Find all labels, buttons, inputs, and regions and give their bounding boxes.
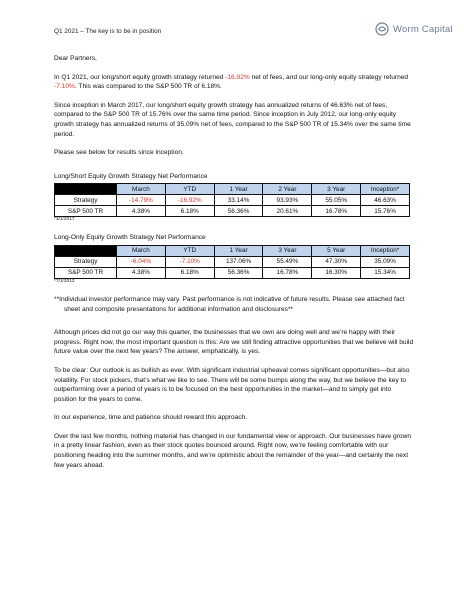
longshort-return-value: -16.92% <box>225 73 250 81</box>
table-cell: 4.38% <box>117 206 166 217</box>
table-header-cell: YTD <box>165 184 214 195</box>
table-header-cell: 2 Year <box>263 184 312 195</box>
worm-logo-icon <box>375 22 389 36</box>
table-cell: -6.04% <box>117 256 166 267</box>
table-header-cell: 1 Year <box>214 245 263 256</box>
table-cell: 55.49% <box>263 256 312 267</box>
row-label: S&P 500 TR <box>55 267 117 278</box>
table-cell: 15.76% <box>361 206 410 217</box>
emphasis-text: future <box>54 348 71 356</box>
table-cell: 15.34% <box>361 267 410 278</box>
table-cell: 4.38% <box>117 267 166 278</box>
table2-title: Long-Only Equity Growth Strategy Net Performance <box>54 234 206 242</box>
table-cell: 6.18% <box>165 206 214 217</box>
paragraph-patience: In our experience, time and patience should reward this approach. <box>54 414 248 422</box>
table-row <box>55 195 410 206</box>
table-header-cell: 5 Year <box>312 245 361 256</box>
table2-footnote: *7/1/2012 <box>54 278 75 284</box>
table-cell: -7.10% <box>165 256 214 267</box>
table-header-cell: YTD <box>165 245 214 256</box>
longshort-performance-table <box>54 183 410 217</box>
table1-title: Long/Short Equity Growth Strategy Net Performance <box>54 172 208 180</box>
table-cell: 16.78% <box>312 206 361 217</box>
paragraph-q1-returns <box>54 73 414 92</box>
paragraph-opportunities <box>54 328 414 357</box>
table-cell: 137.06% <box>214 256 263 267</box>
table-row <box>55 267 410 278</box>
table-cell: 47.30% <box>312 256 361 267</box>
longonly-return-value: -7.10% <box>54 83 75 91</box>
table-corner-cell <box>55 184 117 195</box>
logo-text: Worm Capital <box>393 23 453 35</box>
table-cell: 16.30% <box>312 267 361 278</box>
table-header-cell: 1 Year <box>214 184 263 195</box>
table-header-cell: 3 Year <box>312 184 361 195</box>
table1-footnote: *3/1/2017 <box>54 217 75 223</box>
table-cell: 93.93% <box>263 195 312 206</box>
page-header-title: Q1 2021 – The key is to be in position <box>54 28 162 35</box>
row-label: Strategy <box>55 256 117 267</box>
table-cell: 33.14% <box>214 195 263 206</box>
letter-body <box>54 54 414 479</box>
table-header-cell: Inception* <box>361 184 410 195</box>
table-header-row <box>55 184 410 195</box>
table-header-cell: March <box>117 245 166 256</box>
paragraph-text: . This was compared to the S&P 500 TR of 6.18%. <box>74 83 222 91</box>
table-cell: 6.18% <box>165 267 214 278</box>
row-label: Strategy <box>55 195 117 206</box>
table-cell: 46.63% <box>361 195 410 206</box>
paragraph-text: value over the next few years? The answer, emphatically, is yes. <box>70 348 261 356</box>
table-cell: 56.36% <box>214 267 263 278</box>
table-corner-cell <box>55 245 117 256</box>
paragraph-text: net of fees, and our long-only equity strategy returned <box>249 73 409 81</box>
table-row <box>55 206 410 217</box>
table-cell: -16.92% <box>165 195 214 206</box>
salutation: Dear Partners, <box>54 55 97 62</box>
table-cell: 16.78% <box>263 267 312 278</box>
table-header-cell: Inception* <box>361 245 410 256</box>
table-cell: -14.79% <box>117 195 166 206</box>
paragraph-positioning: Over the last few months, nothing material has changed in our fundamental view or approach. Our businesses have grown in a pretty linear fashion, even as their stock quotes bounced around. Right now, we’re feeling comfortable with our positioning heading into the summer months, and we’re optimistic about the remainder of the year—and certainly the next few years ahead. <box>54 432 411 469</box>
table-cell: 55.05% <box>312 195 361 206</box>
company-logo <box>375 22 453 36</box>
table-header-row <box>55 245 410 256</box>
table-row <box>55 256 410 267</box>
table-cell: 56.36% <box>214 206 263 217</box>
paragraph-outlook: To be clear: Our outlook is as bullish as ever. With significant industrial upheaval comes significant opportunities—but also volatility. For stock pickers, that’s what we like to see. There will be some bumps along the way, but we believe the key to outperforming over a period of years is to be focused on the best opportunities in the market—and to simply get into position for the years to come. <box>54 366 410 403</box>
longonly-performance-table <box>54 245 410 279</box>
table-cell: 20.61% <box>263 206 312 217</box>
table-cell: 35.09% <box>361 256 410 267</box>
paragraph-text: In Q1 2021, our long/short equity growth strategy returned <box>54 73 226 81</box>
paragraph-results-intro: Please see below for results since inception. <box>54 149 184 157</box>
row-label: S&P 500 TR <box>55 206 117 217</box>
paragraph-text: Although prices did not go our way this quarter, the businesses that we own are doing well and we’re happy with their progress. Right now, the most important question is this: Are we still finding attractive opportunities that we believe will build <box>54 329 414 346</box>
paragraph-inception: Since inception in March 2017, our long/short equity growth strategy has annualized returns of 46.63% net of fees, compared to the S&P 500 TR of 15.76% over the same time period. Since inception in July 2012, our long-only equity growth strategy has annualized returns of 35.09% net of fees, compared to the S&P 500 TR of 15.34% over the same time period. <box>54 101 411 138</box>
table-header-cell: March <box>117 184 166 195</box>
table-header-cell: 3 Year <box>263 245 312 256</box>
performance-disclaimer: **Individual investor performance may vary. Past performance is not indicative of future results. Please see attached fact sheet and composite presentations for additional information and disclosures** <box>54 295 405 313</box>
